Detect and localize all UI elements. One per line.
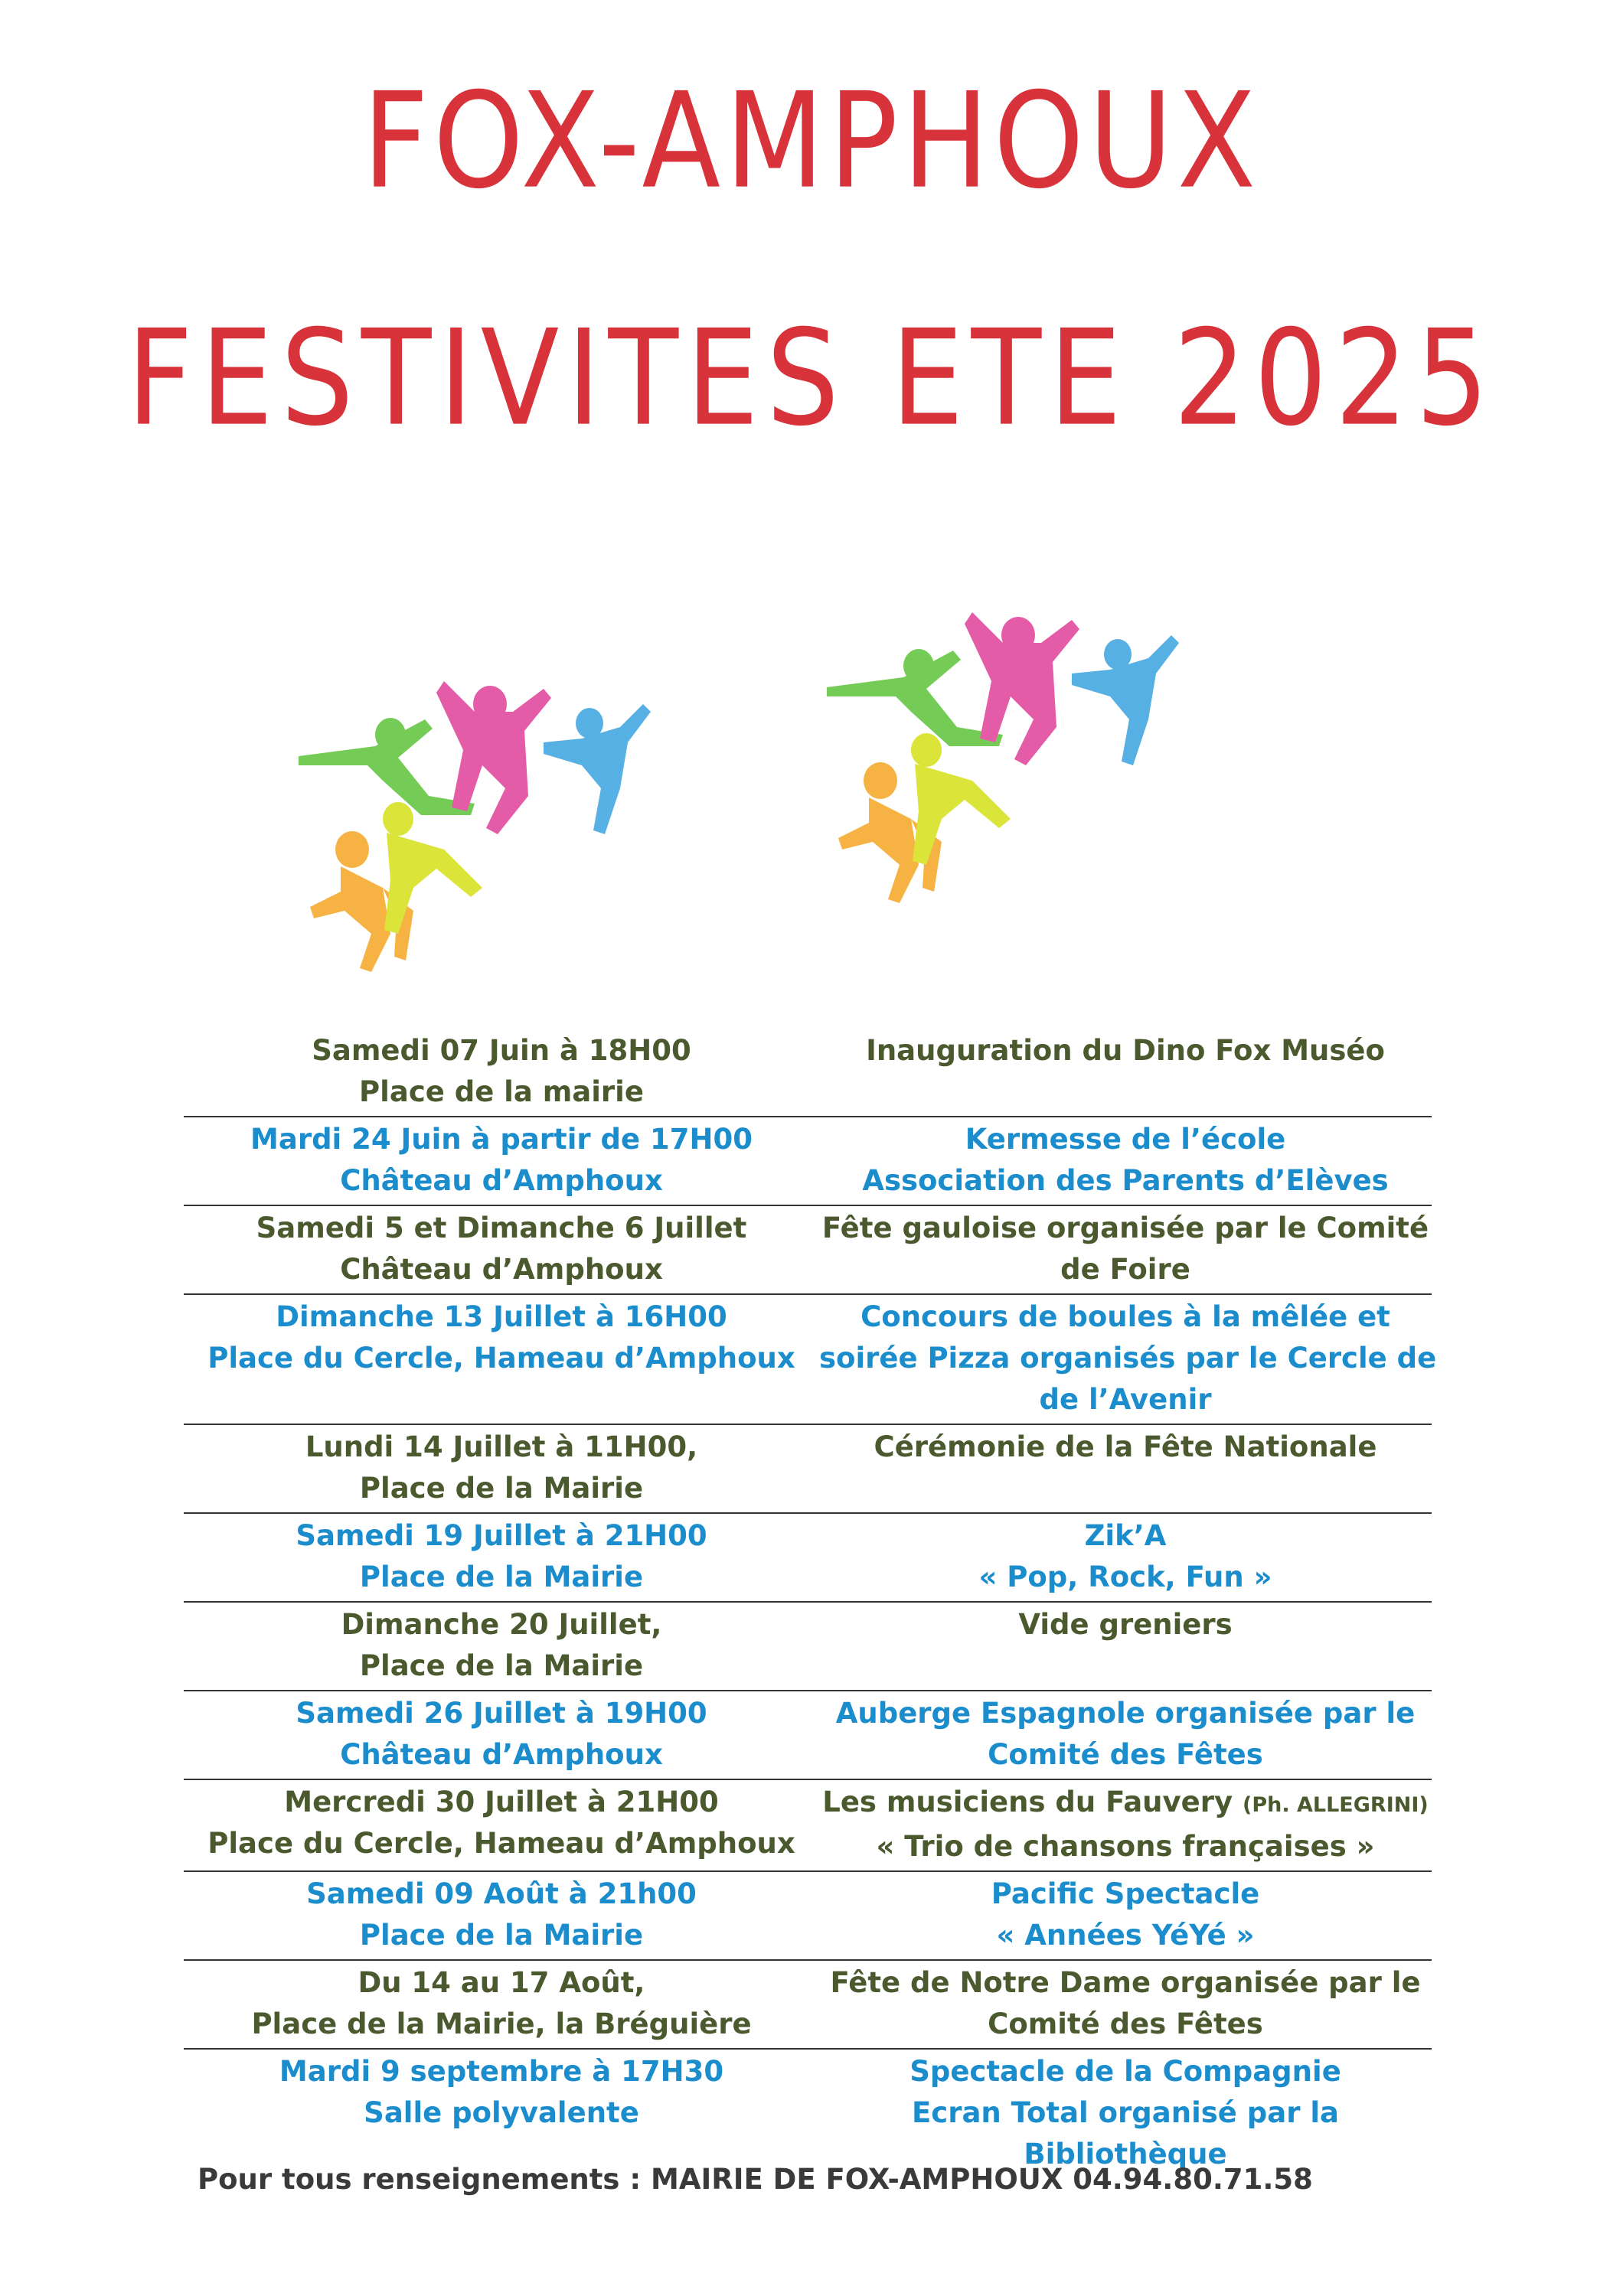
event-description: soirée Pizza organisés par le Cercle de — [819, 1342, 1437, 1375]
event-what — [819, 1427, 1432, 1509]
event-row — [184, 1206, 1432, 1295]
event-description: Bibliothèque — [1024, 2138, 1227, 2170]
event-description: de Foire — [1060, 1253, 1190, 1286]
event-place: Place de la Mairie — [359, 1649, 644, 1682]
event-performer-note: (Ph. ALLEGRINI) — [1242, 1793, 1429, 1817]
event-row — [184, 1691, 1432, 1780]
event-description: Vide greniers — [1018, 1608, 1233, 1641]
event-description: Pacific Spectacle — [991, 1877, 1260, 1910]
event-row — [184, 1295, 1437, 1425]
event-date: Samedi 19 Juillet à 21H00 — [296, 1519, 707, 1552]
event-description: Zik’A — [1084, 1519, 1167, 1552]
event-row — [184, 1780, 1432, 1872]
event-description: de l’Avenir — [1039, 1383, 1212, 1416]
event-description-line — [819, 1782, 1432, 1826]
event-description: Fête gauloise organisée par le Comité — [821, 1212, 1429, 1244]
event-date: Samedi 07 Juin à 18H00 — [312, 1034, 691, 1067]
event-description: Les musiciens du Fauvery — [822, 1786, 1233, 1818]
event-date: Mardi 9 septembre à 17H30 — [279, 2055, 724, 2088]
contact-footer: Pour tous renseignements : MAIRIE DE FOX-AMPHOUX 04.94.80.71.58 — [198, 2163, 1313, 2196]
event-when — [184, 1874, 819, 1956]
event-date: Dimanche 13 Juillet à 16H00 — [276, 1300, 727, 1333]
event-date: Mardi 24 Juin à partir de 17H00 — [250, 1123, 753, 1156]
event-when — [184, 1693, 819, 1776]
dancer-green — [299, 718, 475, 815]
title-line-2: FESTIVITES ETE 2025 — [126, 302, 1497, 456]
event-what — [819, 1515, 1432, 1598]
event-when — [184, 1119, 819, 1202]
events-schedule — [184, 1029, 1437, 2178]
event-what — [819, 1782, 1432, 1867]
event-description: Spectacle de la Compagnie — [909, 2055, 1341, 2088]
event-date: Samedi 5 et Dimanche 6 Juillet — [256, 1212, 747, 1244]
event-what — [819, 1119, 1432, 1202]
event-place: Place de la Mairie — [359, 1472, 644, 1505]
event-when — [184, 1515, 819, 1598]
event-place: Place du Cercle, Hameau d’Amphoux — [207, 1827, 795, 1860]
event-when — [184, 1427, 819, 1509]
event-when — [184, 1208, 819, 1290]
dancer-blue — [1072, 635, 1179, 765]
event-description: Comité des Fêtes — [988, 1738, 1263, 1771]
event-what — [819, 1962, 1432, 2045]
event-description: Association des Parents d’Elèves — [862, 1164, 1389, 1197]
event-description: Concours de boules à la mêlée et — [860, 1300, 1390, 1333]
event-description: « Années YéYé » — [996, 1919, 1255, 1952]
event-row — [184, 1425, 1432, 1514]
event-place: Place de la Mairie — [359, 1561, 644, 1593]
event-description: Comité des Fêtes — [988, 2007, 1263, 2040]
event-row — [184, 1029, 1432, 1117]
event-description: Auberge Espagnole organisée par le — [835, 1697, 1416, 1730]
event-what — [819, 1693, 1432, 1776]
event-what — [819, 2051, 1432, 2175]
event-place: Château d’Amphoux — [340, 1738, 663, 1771]
dancers-illustration-left — [299, 658, 666, 980]
dancer-yellow — [911, 733, 1011, 865]
event-when — [184, 1962, 819, 2045]
dancers-illustration-right — [827, 589, 1194, 911]
event-place: Place de la mairie — [359, 1075, 644, 1108]
event-place: Place de la Mairie — [359, 1919, 644, 1952]
event-when — [184, 1296, 819, 1420]
event-row — [184, 1961, 1432, 2050]
event-what — [819, 1296, 1437, 1420]
event-description: Ecran Total organisé par la — [912, 2096, 1339, 2129]
event-row — [184, 1872, 1432, 1961]
event-date: Mercredi 30 Juillet à 21H00 — [284, 1786, 719, 1818]
event-when — [184, 1030, 819, 1113]
event-date: Dimanche 20 Juillet, — [341, 1608, 662, 1641]
event-when — [184, 1782, 819, 1867]
title-line-1: FOX-AMPHOUX — [362, 64, 1261, 219]
event-what — [819, 1874, 1432, 1956]
event-what — [819, 1208, 1432, 1290]
event-date: Du 14 au 17 Août, — [358, 1966, 645, 1999]
event-description: Kermesse de l’école — [965, 1123, 1286, 1156]
event-date: Samedi 09 Août à 21h00 — [306, 1877, 697, 1910]
event-row — [184, 1603, 1432, 1691]
event-row — [184, 1514, 1432, 1603]
event-place: Place du Cercle, Hameau d’Amphoux — [207, 1342, 795, 1375]
event-description: Cérémonie de la Fête Nationale — [874, 1430, 1377, 1463]
event-row — [184, 2050, 1432, 2178]
event-what — [819, 1604, 1432, 1687]
event-place: Salle polyvalente — [364, 2096, 639, 2129]
event-what — [819, 1030, 1432, 1113]
dancer-blue — [544, 704, 651, 834]
dancer-yellow — [383, 802, 482, 934]
event-description: Inauguration du Dino Fox Muséo — [866, 1034, 1385, 1067]
event-place: Place de la Mairie, la Bréguière — [251, 2007, 752, 2040]
dancer-green — [827, 649, 1003, 746]
event-row — [184, 1117, 1432, 1206]
event-when — [184, 1604, 819, 1687]
event-description: « Pop, Rock, Fun » — [978, 1561, 1272, 1593]
event-description: « Trio de chansons françaises » — [876, 1830, 1375, 1863]
event-when — [184, 2051, 819, 2175]
event-place: Château d’Amphoux — [340, 1164, 663, 1197]
event-date: Lundi 14 Juillet à 11H00, — [305, 1430, 698, 1463]
event-description: Fête de Notre Dame organisée par le — [830, 1966, 1421, 1999]
event-date: Samedi 26 Juillet à 19H00 — [296, 1697, 707, 1730]
event-place: Château d’Amphoux — [340, 1253, 663, 1286]
